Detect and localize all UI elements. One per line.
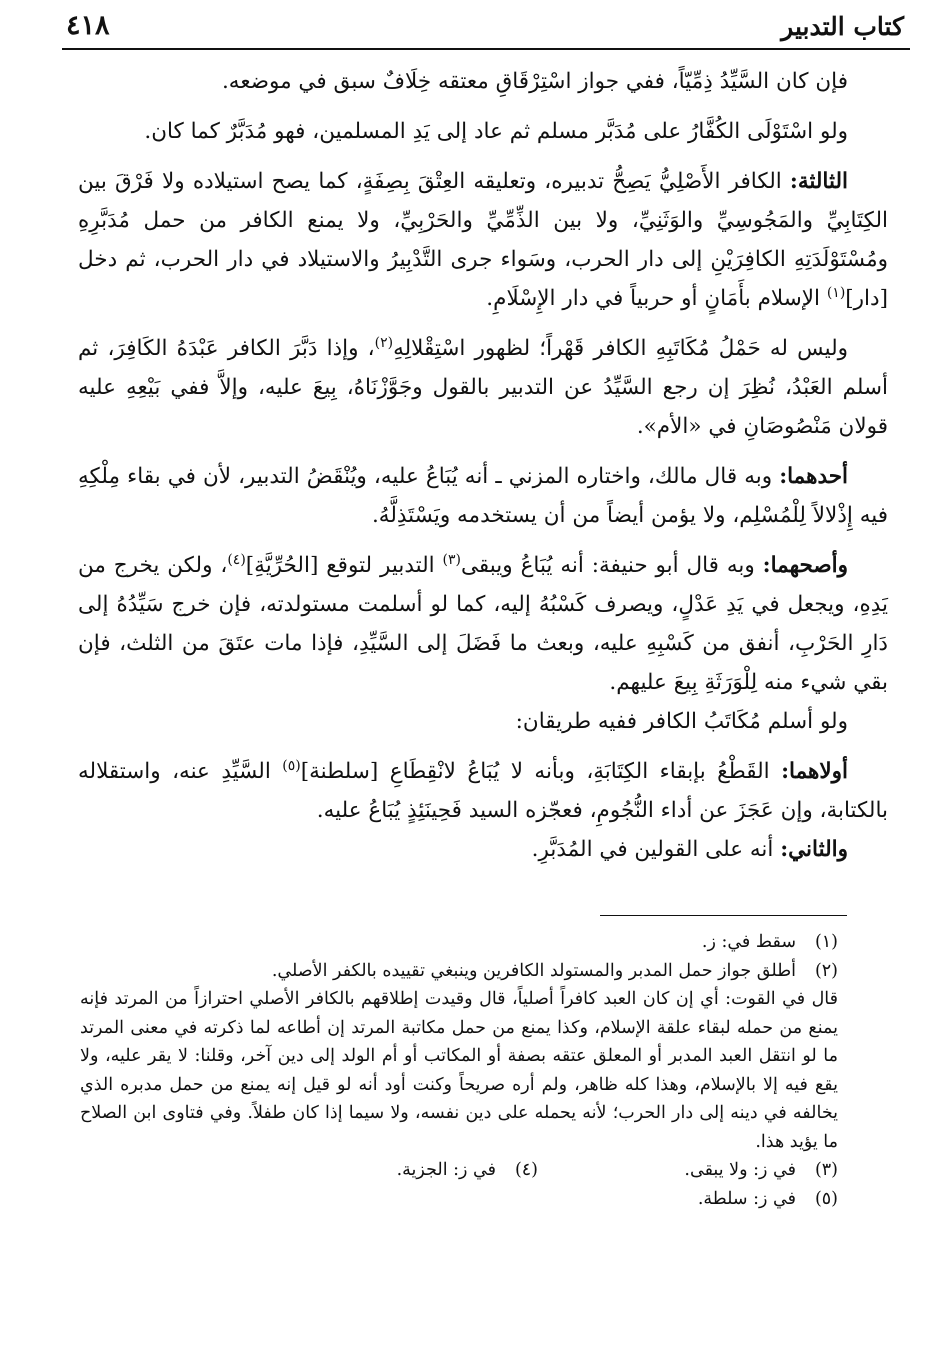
section-label: أحدهما: [779,464,848,489]
footnote-ref: (٤) [227,551,246,568]
main-text [78,62,888,869]
paragraph: وليس له حَمْلُ مُكَاتَبِهِ الكافر قَهْراً؛ لظهور اسْتِقْلالِهِ$^{(٢)}$، وإذا دَبَّرَ الكافر عَبْدَهُ الكَافِرَ، ثم أسلم العَبْدُ، نُظِرَ إن رجع السَّيِّدُ عن التدبير بالقول وجَوَّزْنَاهُ، بِيعَ عليه، وإلاَّ ففي بَيْعِهِ عليه قولان مَنْصُوصَانِ في «الأم». [78,334,888,439]
footnote-ref: (٢) [374,334,394,351]
page-number: ٤١٨ [66,10,110,41]
footnote-text: سقط في: ز. [701,932,796,952]
footnote-text: أطلق جواز حمل المدبر والمستولد الكافرين وينبغي تقييده بالكفر الأصلي. [271,960,796,981]
footnote [80,1185,838,1214]
paragraph: الثالثة: الكافر الأَصْلِيُّ يَصِحُّ تدبيره، وتعليقه العِتْقَ بِصِفَةٍ، كما يصح استيلاده ولا فَرْقَ بين الكِتَابِيِّ والمَجُوسِيِّ والوَثَنِيِّ، ولا بين الذِّمِّيِّ والحَرْبِيِّ، ولا يمنع الكافر من حمل مُدَبَّرِهِ ومُسْتَوْلَدَتِهِ الكافِرَيْنِ إلى دار الحرب، وسَواء جرى التَّدْبِيرُ والاستيلاد في دار الحرب، ثم دخل [دار]$^{(١)}$ الإسلام بأَمَانٍ أو حربياً في دار الإِسْلَامِ. [78,169,888,311]
footnote [238,1156,538,1185]
footnote-ref: (٥) [282,757,301,774]
footnote-text: في ز: سلطة. [697,1188,796,1209]
section-label: أولاهما: [781,759,848,784]
footnote-pair [80,1156,838,1185]
paragraph: أحدهما: وبه قال مالك، واختاره المزني ـ أنه يُبَاعُ عليه، ويُنْقَضُ التدبير، لأن في بقاء مِلْكِهِ فيه إِذْلالاً لِلْمُسْلِم، ولا يؤمن أيضاً من أن يستخدمه ويَسْتَذِلَّهُ. [78,464,888,528]
running-header [62,6,910,50]
paragraph: ولو أسلم مُكَاتَبُ الكافر ففيه طريقان: [515,709,848,734]
footnote-number: (٤) [514,1160,538,1180]
paragraph: فإن كان السَّيِّدُ ذِمِّيّاً، ففي جواز اسْتِرْقَاقِ معتقه خِلَافٌ سبق في موضعه. [221,69,848,94]
paragraph: والثاني: أنه على القولين في المُدَبَّرِ. [531,837,848,862]
footnote-continuation: قال في القوت: أي إن كان العبد كافراً أصلياً، قال وقيدت إطلاقهم بالكافر الأصلي احترازاً من المرتد فإنه يمنع من حمله لبقاء علقة الإسلام، وكذا يمنع من حمل مكاتبة المرتد إن أطاعه لما ذكرته في معنى المرتد ما لو انتقل العبد المدبر أو المعلق عتقه بصفة أو المكاتب أو أم الولد إلى دين آخر، وقلنا: لا يقر عليه، ولا يقع فيه إلا بالإسلام، وهذا كله ظاهر، ولم أره صريحاً وكنت أود أنه لو قيل إنه يمنع من حمل مدبره الذي يخالفه في دينه إلى دار الحرب؛ لأنه يحمله على دين نفسه، ولا سيما إذا كان طفلاً. وفي فتاوى ابن الصلاح ما يؤيد هذا. [80,989,838,1152]
footnote-number: (٣) [814,1160,838,1180]
footnote-ref: (٣) [442,551,462,568]
footnotes [80,928,838,1213]
section-label: والثاني: [780,837,848,862]
footnote [80,957,838,986]
footnote-number: (٢) [814,960,838,981]
footnote [538,1156,838,1185]
paragraph: ولو اسْتَوْلَى الكُفَّارُ على مُدَبَّر مسلم ثم عاد إلى يَدِ المسلمين، فهو مُدَبَّرٌ كما كان. [144,119,848,144]
footnote-text: في ز: ولا يبقى. [684,1160,796,1180]
footnote-number: (١) [814,932,838,952]
footnote-separator [600,915,847,916]
footnote [80,928,838,957]
section-label: وأصحهما: [762,553,848,578]
section-label: الثالثة: [789,169,848,194]
footnote-text: في ز: الجزية. [396,1160,496,1180]
paragraph: أولاهما: القَطْعُ بإبقاء الكِتَابَةِ، وبأنه لا يُبَاعُ لانْقِطَاعِ [سلطنة]$^{(٥)}$ السَّيِّدِ عنه، واستقلاله بالكتابة، وإن عَجَزَ عن أداء النُّجُومِ، فعجّزه السيد فَحِينَئِذٍ يُبَاعُ عليه. [78,757,888,823]
footnote-ref: (١) [826,284,846,301]
paragraph: وأصحهما: وبه قال أبو حنيفة: أنه يُبَاعُ ويبقى$^{(٣)}$ التدبير لتوقع [الحُرِّيَّةِ]$^{(٤)}$، ولكن يخرج من يَدِهِ، ويجعل في يَدِ عَدْلٍ، ويصرف كَسْبُهُ إليه، كما لو أسلمت مستولدته، فإن خرج سَيِّدُهُ إلى دَارِ الحَرْبِ، أنفق من كَسْبِهِ عليه، وبعث ما فَضَلَ إلى السَّيِّدِ، فإذا مات عتَقَ من الثلث، فإن بقي شيء منه لِلْوَرَثَةِ بِيعَ عليهم. [78,551,888,695]
footnote-number: (٥) [814,1188,838,1209]
chapter-title: كتاب التدبير [781,12,904,41]
